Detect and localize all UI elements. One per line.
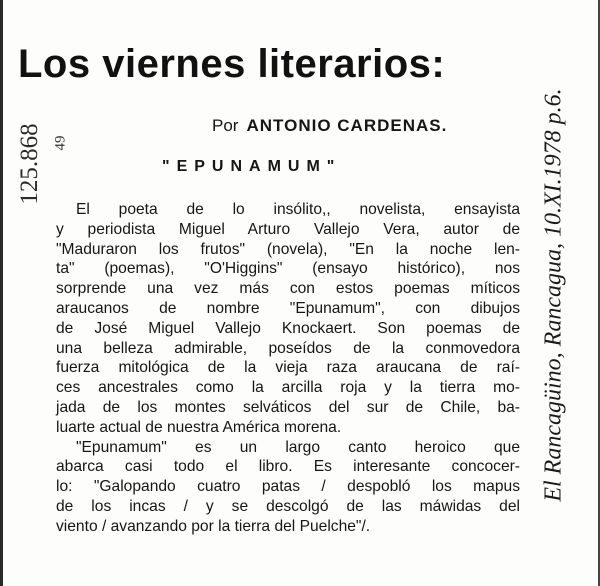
body-line: jada de los montes selváticos del sur de Chile, ba- <box>56 398 520 416</box>
byline-prefix: Por <box>212 116 239 135</box>
body-line: de José Miguel Vallejo Knockaert. Son poemas de <box>56 319 520 337</box>
headline: Los viernes literarios: <box>18 42 446 86</box>
body-line: El poeta de lo insólito,, novelista, ensayista <box>76 201 520 218</box>
body-line: fuerza mitológica de la vieja raza araucana de raí- <box>56 359 520 377</box>
archive-sub-number: 49 <box>52 135 69 151</box>
archive-sub-annotation <box>50 120 72 166</box>
byline <box>212 116 447 136</box>
body-line: sorprende una vez más con estos poemas míticos <box>56 280 520 298</box>
body-line: viento / avanzando por la tierra del Puelche"/. <box>56 517 371 535</box>
body-line: araucanos de nombre "Epunamum", con dibujos <box>56 299 520 317</box>
subtitle: "EPUNAMUM" <box>162 158 342 175</box>
body-line: abarca casi todo el libro. Es interesante concocer- <box>56 458 520 476</box>
body-line: una belleza admirable, poseídos de la conmovedora <box>56 339 520 357</box>
body-line: lo: "Galopando cuatro patas / despobló los mapus <box>56 478 520 496</box>
body-line: "Maduraron los frutos" (novela), "En la noche len- <box>56 240 520 258</box>
body-line: de los incas / y se descolgó de las máwidas del <box>56 497 520 515</box>
body-line: luarte actual de nuestra América morena. <box>56 418 342 436</box>
body-line: "Epunamum" es un largo canto heroico que <box>76 438 520 456</box>
source-note: El Rancagüino, Rancagua, 10.XI.1978 p.6. <box>540 88 567 502</box>
archive-number-annotation <box>16 108 44 220</box>
byline-author: ANTONIO CARDENAS. <box>246 116 448 135</box>
body-line: y periodista Miguel Arturo Vallejo Vera, autor de <box>56 220 520 238</box>
clipping-left-edge <box>0 0 3 586</box>
body-line: ces ancestrales como la arcilla roja y la tierra mo- <box>56 379 520 397</box>
article-body <box>56 200 520 537</box>
body-line: ta" (poemas), "O'Higgins" (ensayo histórico), nos <box>56 260 520 278</box>
archive-number: 125.868 <box>16 123 43 205</box>
source-annotation <box>526 10 582 580</box>
